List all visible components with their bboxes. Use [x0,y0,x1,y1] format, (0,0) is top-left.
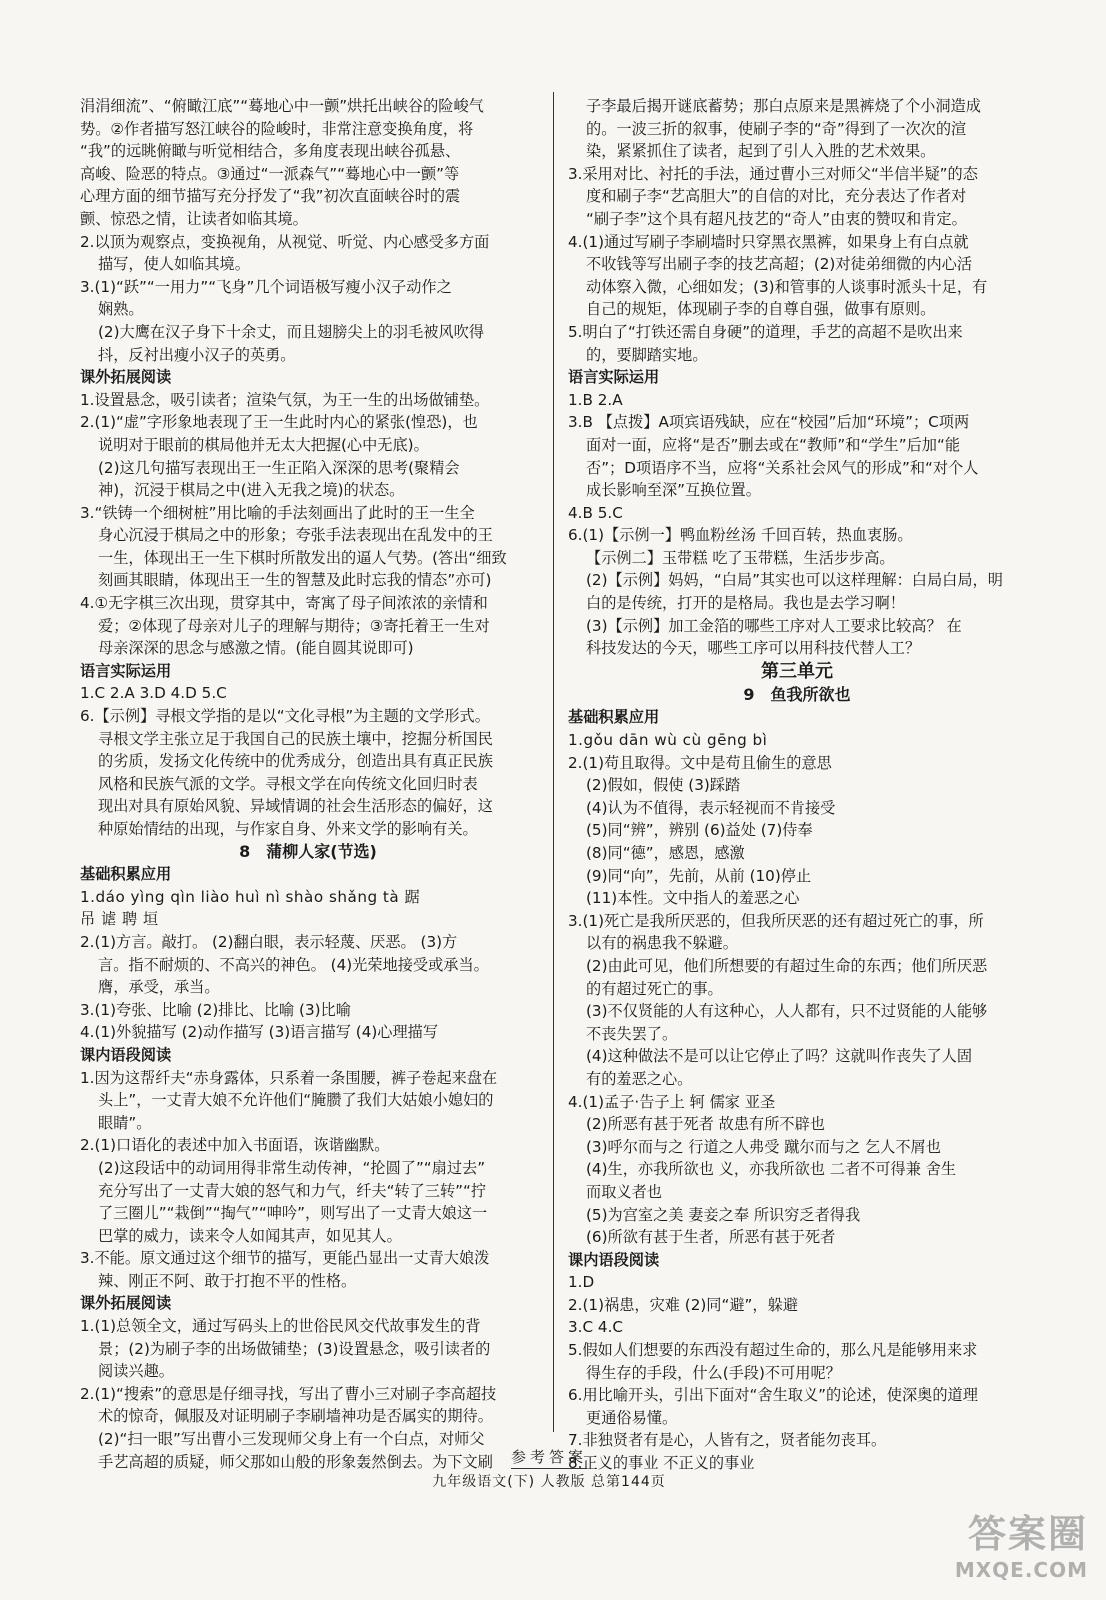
text-line: 高峻、险恶的特点。③通过“一派森气”“蓦地心中一颤”等 [80,164,460,183]
text-line: 1.D [568,1273,595,1292]
text-line: 的，要脚踏实地。 [586,345,708,364]
text-line: 4.①无字棋三次出现，贯穿其中，寄寓了母子间浓浓的亲情和 [80,594,488,613]
text-line: 2.(1)“搜索”的意思是仔细寻找，写出了曹小三对刷子李高超技 [80,1384,497,1403]
text-line: 3.B 【点拨】A项宾语残缺，应在“校园”后加“环境”；C项两 [568,413,970,432]
text-line: 科技发达的今天，哪些工序可以用科技代替人工？ [586,639,921,658]
text-line: 言。指不耐烦的、不高兴的神色。 (4)光荣地接受或承当。 [98,955,489,974]
text-line: (4)这种做法不是可以让它停止了吗？这就叫作丧失了人固 [586,1047,973,1066]
text-line: 头上”，一丈青大娘不允许他们“腌臜了我们大姑娘小媳妇的 [98,1091,494,1110]
text-line: 刻画其眼睛，体现出王一生的智慧及此时忘我的情态”亦可) [98,571,492,590]
footer-title: 参考答案 [511,1446,587,1469]
text-line: 面对一面，应将“是否”删去或在“教师”和“学生”后加“能 [586,435,961,454]
text-line: 有的羞恶之心。 [586,1069,693,1088]
text-line: 了三圈儿”“栽倒”“掏气”“呻吟”，则写出了一丈青大娘这一 [98,1204,488,1223]
text-line: 5.假如人们想要的东西没有超过生命的，那么凡是能够用来求 [568,1341,978,1360]
text-line: 说明对于眼前的棋局他并无太大把握(心中无底)。 [98,435,429,454]
text-line: (3)不仅贤能的人有这种心，人人都有，只不过贤能的人能够 [586,1002,988,1021]
text-line: 7.非独贤者有是心，人皆有之，贤者能勿丧耳。 [568,1431,887,1450]
text-line: (2)所恶有甚于死者 故患有所不辟也 [586,1115,825,1134]
text-line: 2.(1)“虚”字形象地表现了王一生此时内心的紧张(惶恐)，也 [80,413,478,432]
text-line: 1.dáo yìng qìn liào huì nì shào shǎng tà 踞 [80,887,421,906]
section-heading: 课外拓展阅读 [80,368,172,387]
text-line: 一生，体现出王一生下棋时所散发出的逼人气势。(答出“细致 [98,548,507,567]
text-line: 膺，承受，承当。 [98,978,220,997]
text-line: 3.(1)夸张、比喻 (2)排比、比喻 (3)比喻 [80,1000,351,1019]
section-heading: 课外拓展阅读 [80,1294,172,1313]
text-line: 2.(1)口语化的表述中加入书面语，诙谐幽默。 [80,1136,390,1155]
text-line: (4)认为不值得，表示轻视而不肯接受 [586,798,836,817]
text-line: 描写，使人如临其境。 [98,255,250,274]
text-line: (5)同“辨”，辨别 (6)益处 (7)侍奉 [586,821,813,840]
text-line: 3.(1)“跃”“一用力”“飞身”几个词语极写瘦小汉子动作之 [80,277,452,296]
text-line: (4)生，亦我所欲也 义，亦我所欲也 二者不可得兼 舍生 [586,1160,957,1179]
text-line: (11)本性。文中指人的羞恶之心 [586,889,800,908]
text-line: 【示例二】玉带糕 吃了玉带糕，生活步步高。 [586,548,895,567]
section-heading: 课内语段阅读 [80,1045,172,1064]
text-line: 以有的祸患我不躲避。 [586,934,738,953]
text-line: 心理方面的细节描写充分抒发了“我”初次直面峡谷时的震 [80,187,461,206]
text-line: (9)同“向”，先前，从前 (10)停止 [586,866,812,885]
text-line: 白的是传统，打开的是格局。我也是去学习啊！ [586,594,905,613]
watermark-url: MXQE.COM [954,1558,1088,1582]
text-line: 染，紧紧抓住了读者，起到了引人入胜的艺术效果。 [586,142,936,161]
text-line: 充分写出了一丈青大娘的怒气和力气，纤夫“转了三转”“拧 [98,1181,487,1200]
text-line: 而取义者也 [586,1182,662,1201]
text-line: (2)由此可见，他们所想要的有超过生命的东西；他们所厌恶 [586,956,988,975]
text-line: 不丧失罢了。 [586,1024,678,1043]
text-line: 自己的规矩，体现刷子李的自尊自强，做事有原则。 [586,300,936,319]
text-line: 母亲深深的思念与感激之情。(能自圆其说即可) [98,639,414,658]
text-line: 2.(1)祸患，灾难 (2)同“避”，躲避 [568,1295,798,1314]
text-line: 涓涓细流”、“俯瞰江底”“蓦地心中一颤”烘托出峡谷的险峻气 [80,97,484,115]
text-line: 娴熟。 [98,300,144,319]
text-line: (2)【示例】妈妈，“白局”其实也可以这样理解：白局白局，明 [586,571,1003,590]
text-line: 风格和民族气派的文学。寻根文学在向传统文化回归时表 [98,774,478,793]
text-line: 6.【示例】寻根文学指的是以“文化寻根”为主题的文学形式。 [80,707,490,726]
text-line: 得生存的手段，什么(手段)不可用呢？ [586,1363,841,1382]
text-line: 8.正义的事业 不正义的事业 [568,1454,755,1473]
text-line: (6)所欲有甚于生者，所恶有甚于死者 [586,1228,836,1247]
text-line: (2)假如，假使 (3)踩踏 [586,776,741,795]
text-line: 寻根文学主张立足于我国自己的民族土壤中，挖掘分析国民 [98,729,493,748]
section-heading: 基础积累应用 [568,708,660,727]
text-line: (2)大鹰在汉子身下十余丈，而且翅膀尖上的羽毛被风吹得 [98,322,485,341]
column-divider [553,92,554,1432]
text-line: 3.采用对比、衬托的手法，通过曹小三对师父“半信半疑”的态 [568,164,978,183]
text-line: 辣、刚正不阿、敢于打抱不平的性格。 [98,1271,357,1290]
text-line: 1.设置悬念，吸引读者；渲染气氛，为王一生的出场做铺垫。 [80,390,490,409]
text-line: 1.C 2.A 3.D 4.D 5.C [80,684,227,703]
text-line: 神)，沉浸于棋局之中(进入无我之境)的状态。 [98,481,405,500]
text-line: 子李最后揭开谜底蓄势；那白点原来是黑裤烧了个小洞造成 [586,97,981,115]
text-line: 势。②作者描写怒江峡谷的险峻时，非常注意变换角度，将 [80,119,474,138]
text-line: 抖，反衬出瘦小汉子的英勇。 [98,345,296,364]
text-line: 爱；②体现了母亲对儿子的理解与期待；③寄托着王一生对 [98,616,490,635]
text-line: 3.“铁铸一个细树桩”用比喻的手法刻画出了此时的王一生全 [80,503,475,522]
text-line: 度和刷子李“艺高胆大”的自信的对比，充分表达了作者对 [586,187,967,206]
section-heading: 语言实际运用 [80,661,172,680]
text-line: 的有超过死亡的事。 [586,979,723,998]
text-line: 2.(1)方言。敲打。 (2)翻白眼，表示轻蔑、厌恶。 (3)方 [80,932,458,951]
text-line: 眼睛”。 [98,1113,152,1132]
text-line: “刷子李”这个具有超凡技艺的“奇人”由衷的赞叹和肯定。 [586,209,967,228]
text-line: 种原始情结的出现，与作家自身、外来文学的影响有关。 [98,820,478,838]
text-line: (2)“扫一眼”写出曹小三发现师父身上有一个白点，对师父 [98,1430,485,1449]
text-line: 3.不能。原文通过这个细节的描写，更能凸显出一丈青大娘泼 [80,1249,490,1268]
text-line: 的。一波三折的叙事，使刷子李的“奇”得到了一次次的渲 [586,119,967,138]
left-column [80,95,536,1473]
text-line: 2.(1)苟且取得。文中是苟且偷生的意思 [568,753,832,772]
text-line: (8)同“德”，感恩，感激 [586,844,745,862]
text-line: 3.C 4.C [568,1318,624,1337]
section-heading: 语言实际运用 [568,368,660,387]
text-line: 现出对具有原始风貌、异域情调的社会生活形态的偏好，这 [98,797,493,816]
text-line: 手艺高超的质疑，师父那如山般的形象轰然倒去。为下文刷 [98,1452,493,1471]
text-line: 4.(1)外貌描写 (2)动作描写 (3)语言描写 (4)心理描写 [80,1023,439,1042]
text-line: 1.(1)总领全文，通过写码头上的世俗民风交代故事发生的背 [80,1317,481,1336]
text-line: 3.(1)死亡是我所厌恶的，但我所厌恶的还有超过死亡的事，所 [568,911,984,930]
text-line: 更通俗易懂。 [586,1408,678,1427]
text-line: 身心沉浸于棋局之中的形象；夸张手法表现出在乱发中的王 [98,526,493,545]
text-line: 1.B 2.A [568,390,623,409]
text-line: 动体察入微，心细如发；(3)和管事的人谈事时派头十足，有 [586,277,988,296]
text-line: (2)这段话中的动词用得非常生动传神，“抡圆了”“扇过去” [98,1158,486,1177]
text-line: (3)【示例】加工金箔的哪些工序对人工要求比较高？ 在 [586,616,962,635]
text-line: 2.以顶为观察点，变换视角，从视觉、听觉、内心感受多方面 [80,232,490,251]
footer-subtitle: 九年级语文(下) 人教版 总第144页 [432,1474,666,1490]
text-line: 颤、惊恐之情，让读者如临其境。 [80,209,308,228]
text-line: 6.用比喻开头，引出下面对“舍生取义”的论述，使深奥的道理 [568,1386,978,1405]
text-line: “我”的远眺俯瞰与听觉相结合，多角度表现出峡谷孤悬、 [80,142,461,161]
page-footer [399,1446,699,1491]
text-line: 术的惊奇，佩服及对证明刷子李刷墙神功是否属实的期待。 [98,1407,493,1426]
text-line: 不收钱等写出刷子李的技艺高超；(2)对徒弟细微的内心活 [586,255,973,274]
text-line: 1.因为这帮纤夫“赤身露体，只系着一条围腰，裤子卷起来盘在 [80,1068,498,1087]
text-line: (3)呼尔而与之 行道之人弗受 蹴尔而与之 乞人不屑也 [586,1137,941,1156]
right-column [568,95,1026,1475]
text-line: 成长影响至深”互换位置。 [586,481,761,500]
unit-title: 第三单元 [761,660,833,682]
section-heading: 基础积累应用 [80,865,172,884]
text-line: 1.gǒu dān wù cù gēng bì [568,731,768,750]
lesson-title: 9 鱼我所欲也 [743,684,851,704]
text-line: 的劣质，发扬文化传统中的优秀成分，创造出具有真正民族 [98,752,493,771]
text-line: 4.(1)通过写刷子李刷墙时只穿黑衣黑裤，如果身上有白点就 [568,232,969,251]
text-line: 巴掌的威力，读来令人如闻其声，如见其人。 [98,1226,402,1245]
watermark-logo: 答案圈 [967,1512,1088,1556]
text-line: 6.(1)【示例一】鸭血粉丝汤 千回百转，热血衷肠。 [568,526,913,545]
section-heading: 课内语段阅读 [568,1250,660,1269]
watermark [955,1503,1088,1582]
text-line: 否”；D项语序不当，应将“关系社会风气的形成”和“对个人 [586,458,979,477]
text-line: 吊 谑 聘 垣 [80,910,159,929]
text-line: (5)为宫室之美 妻妾之奉 所识穷乏者得我 [586,1205,861,1224]
text-line: 4.B 5.C [568,503,623,522]
text-line: 5.明白了“打铁还需自身硬”的道理，手艺的高超不是吹出来 [568,322,963,341]
lesson-title: 8 蒲柳人家(节选) [239,841,377,861]
text-line: 景；(2)为刷子李的出场做铺垫；(3)设置悬念，吸引读者的 [98,1339,491,1358]
text-line: (2)这几句描写表现出王一生正陷入深深的思考(聚精会 [98,458,460,477]
text-line: 4.(1)孟子·告子上 轲 儒家 亚圣 [568,1092,776,1111]
text-line: 阅读兴趣。 [98,1362,174,1381]
